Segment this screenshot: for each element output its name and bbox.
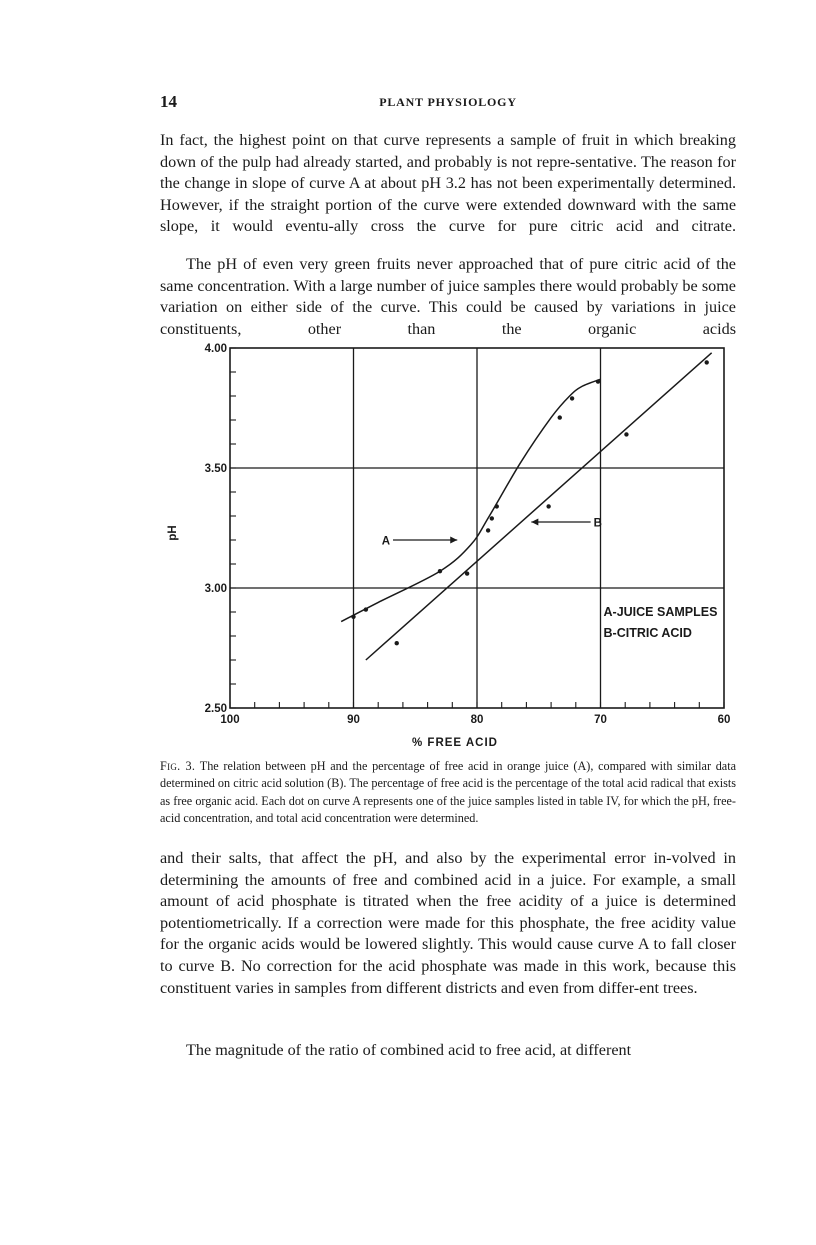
y-tick-label: 3.00 — [204, 583, 227, 595]
data-point-b — [705, 360, 709, 364]
y-tick-label: 4.00 — [204, 343, 227, 355]
data-point-a — [495, 504, 499, 508]
figure-3 — [160, 340, 736, 750]
data-point-a — [364, 607, 368, 611]
annotation-label-a: A — [381, 535, 391, 548]
x-tick-label: 80 — [470, 714, 484, 726]
body-paragraph: The magnitude of the ratio of combined acid to free acid, at different — [186, 1041, 632, 1059]
figure-caption-label: Fig. 3. — [160, 759, 196, 773]
data-point-b — [624, 432, 628, 436]
legend-entry: A-JUICE SAMPLES — [603, 605, 718, 619]
annotation-arrowhead-a — [450, 537, 457, 544]
data-point-a — [486, 528, 490, 532]
data-point-a — [596, 379, 600, 383]
body-paragraph: In fact, the highest point on that curve represents a sample of fruit in which breaking down of the pulp had already started, and probably is not repre-sentative. The reason for the change in slope of curve A at about pH 3.2 has not been experimentally determined. However, if the straight portion of the curve were extended downward with the same slope, it would eventu-ally cross the curve for pure citric acid and citrate. — [160, 131, 736, 236]
data-point-b — [465, 571, 469, 575]
figure-caption-text: The relation between pH and the percentage of free acid in orange juice (A), compared with similar data determined on citric acid solution (B). The percentage of free acid is the percentage of the total acid radical that exists as free organic acid. Each dot on curve A represents one of the juice samples listed in table IV, for which the pH, free-acid concentration, and total acid concentration were determined. — [160, 759, 737, 826]
ph-free-acid-chart — [160, 340, 736, 750]
x-tick-label: 90 — [347, 714, 360, 726]
annotation-arrowhead-b — [531, 519, 538, 526]
running-head: PLANT PHYSIOLOGY — [379, 95, 517, 109]
data-point-a — [490, 516, 494, 520]
annotation-label-b: B — [593, 517, 602, 530]
x-tick-label: 70 — [594, 714, 607, 726]
data-point-a — [570, 396, 574, 400]
body-paragraph: The pH of even very green fruits never approached that of pure citric acid of the same concentration. With a large number of juice samples there would probably be some variation on either side of the curve. This could be caused by variations in juice constituents, other than the organic acids — [160, 255, 736, 338]
body-paragraph: and their salts, that affect the pH, and also by the experimental error in-volved in determining the amounts of free and combined acid in a juice. For example, a small amount of acid phosphate is titrated when the free acidity of a juice is determined potentiometrically. If a correction were made for this phosphate, the free acidity value for the organic acids would be lowered slightly. This would cause curve A to fall closer to curve B. No correction for the acid phosphate was made in this work, because this constituent varies in samples from different districts and even from differ-ent trees. — [160, 849, 736, 997]
data-point-a — [438, 569, 442, 573]
x-axis-label: % FREE ACID — [412, 737, 498, 749]
y-tick-label: 2.50 — [204, 703, 227, 715]
x-tick-label: 60 — [717, 714, 731, 726]
y-axis-label: pH — [167, 525, 179, 541]
y-tick-label: 3.50 — [204, 463, 227, 475]
data-point-a — [351, 615, 355, 619]
data-point-a — [558, 415, 562, 419]
series-line-a — [341, 379, 600, 621]
legend-entry: B-CITRIC ACID — [603, 626, 692, 640]
page-number: 14 — [160, 92, 177, 111]
data-point-b — [546, 504, 550, 508]
figure-caption — [160, 758, 736, 828]
x-tick-label: 100 — [220, 714, 240, 726]
data-point-b — [395, 641, 399, 645]
